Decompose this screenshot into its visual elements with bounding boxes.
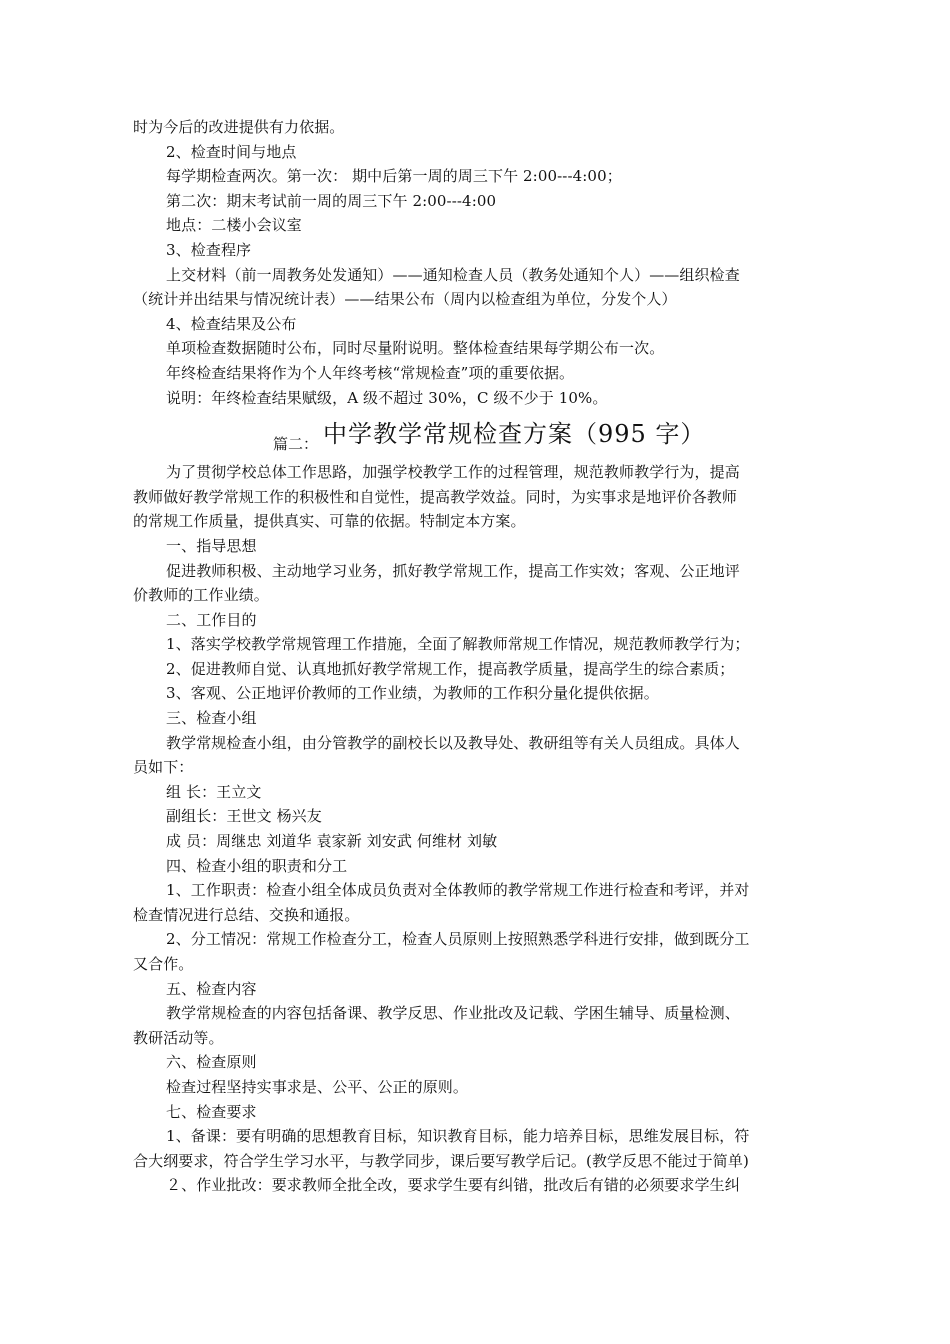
text-line: 地点：二楼小会议室 [166,216,302,235]
text-line: 第二次：期末考试前一周的周三下午 2:00---4:00 [166,191,497,210]
text-line: 1、备课：要有明确的思想教育目标，知识教育目标，能力培养目标，思维发展目标，符 [166,1127,750,1146]
text-line: 年终检查结果将作为个人年终考核“常规检查”项的重要依据。 [166,363,575,382]
text-line: 教研活动等。 [133,1028,224,1047]
text-line: 价教师的工作业绩。 [133,586,269,605]
text-line: 4、检查结果及公布 [166,314,297,333]
text-line: 二、工作目的 [166,610,257,629]
text-line: 组 长：王立文 [166,782,262,801]
text-line: 五、检查内容 [166,979,257,998]
text-line: 教学常规检查小组，由分管教学的副校长以及教导处、教研组等有关人员组成。具体人 [166,733,740,752]
text-line: 2、分工情况：常规工作检查分工，检查人员原则上按照熟悉学科进行安排，做到既分工 [166,930,750,949]
text-line: 员如下： [133,758,194,777]
text-line: 每学期检查两次。第一次： 期中后第一周的周三下午 2:00---4:00； [166,167,622,186]
text-line: 检查过程坚持实事求是、公平、公正的原则。 [166,1077,469,1096]
section-heading-prefix: 篇二： [273,435,319,454]
text-line: 2、检查时间与地点 [166,142,297,161]
section-heading [133,410,813,460]
paragraphs-top [133,115,813,410]
text-line: 一、指导思想 [166,536,257,555]
text-line: 又合作。 [133,955,194,973]
text-line: 四、检查小组的职责和分工 [166,856,348,875]
text-line: 3、客观、公正地评价教师的工作业绩，为教师的工作积分量化提供依据。 [166,684,659,703]
text-line: 单项检查数据随时公布，同时尽量附说明。整体检查结果每学期公布一次。 [166,339,665,358]
text-line: 六、检查原则 [166,1053,257,1072]
text-line: 教师做好教学常规工作的积极性和自觉性，提高教学效益。同时，为实事求是地评价各教师 [133,487,738,506]
document-body [133,115,813,1198]
section-heading-title: 中学教学常规检查方案（995 字） [323,420,706,449]
text-line: 的常规工作质量，提供真实、可靠的依据。特制定本方案。 [133,512,526,531]
text-line: 1、落实学校教学常规管理工作措施，全面了解教师常规工作情况，规范教师教学行为； [166,635,750,654]
text-line: 上交材料（前一周教务处发通知）——通知检查人员（教务处通知个人）——组织检查 [166,265,740,284]
text-line: 七、检查要求 [166,1102,257,1121]
text-line: 副组长：王世文 杨兴友 [166,807,322,826]
text-line: 3、检查程序 [166,240,252,259]
text-line: 时为今后的改进提供有力依据。 [133,118,345,136]
text-line: 说明：年终检查结果赋级，A 级不超过 30%，C 级不少于 10%。 [166,388,608,407]
text-line: 成 员：周继忠 刘道华 袁家新 刘安武 何维材 刘敏 [166,832,498,851]
text-line: 检查情况进行总结、交换和通报。 [133,905,360,924]
text-line: 2、促进教师自觉、认真地抓好教学常规工作，提高教学质量，提高学生的综合素质； [166,659,735,678]
text-line: ２、作业批改：要求教师全批全改，要求学生要有纠错，批改后有错的必须要求学生纠 [166,1176,740,1195]
text-line: 合大纲要求，符合学生学习水平，与教学同步，课后要写教学后记。(教学反思不能过于简单) [133,1151,749,1170]
text-line: 三、检查小组 [166,709,257,728]
text-line: 促进教师积极、主动地学习业务，抓好教学常规工作，提高工作实效；客观、公正地评 [166,561,740,580]
text-line: 1、工作职责：检查小组全体成员负责对全体教师的教学常规工作进行检查和考评，并对 [166,881,750,900]
paragraphs-bottom [133,460,813,1198]
text-line: 教学常规检查的内容包括备课、教学反思、作业批改及记载、学困生辅导、质量检测、 [166,1004,740,1023]
text-line: （统计并出结果与情况统计表）——结果公布（周内以检查组为单位，分发个人） [133,290,677,309]
text-line: 为了贯彻学校总体工作思路，加强学校教学工作的过程管理，规范教师教学行为，提高 [166,463,740,482]
